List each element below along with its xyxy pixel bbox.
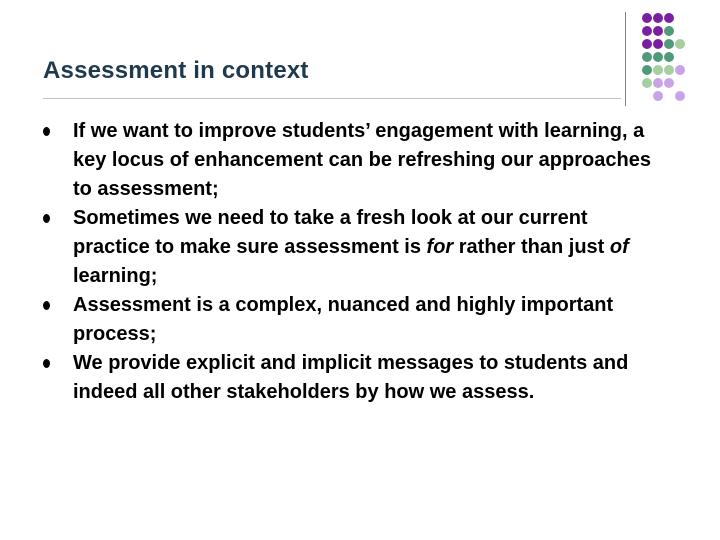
bullet-item (43, 349, 663, 407)
decor-dot (664, 13, 674, 23)
bullet-text: Sometimes we need to take a fresh look at our current practice to make sure assessment is (73, 207, 588, 258)
bullet-text-italic: for (426, 236, 454, 258)
decor-dot (642, 39, 652, 49)
dot-grid-icon (630, 12, 690, 104)
decor-dot (642, 65, 652, 75)
decor-dot (653, 78, 663, 88)
decor-dot (653, 52, 663, 62)
decor-dot (653, 13, 663, 23)
decor-dot (675, 65, 685, 75)
bullet-marker-icon (43, 127, 50, 136)
bullet-text: Assessment is a complex, nuanced and highly important process; (73, 294, 614, 345)
decor-dot (653, 26, 663, 36)
decor-dot (664, 52, 674, 62)
bullet-text-italic: of (609, 236, 629, 258)
bullet-marker-icon (43, 359, 50, 368)
vertical-divider (625, 12, 626, 106)
decor-dot (664, 65, 674, 75)
decor-dot (664, 26, 674, 36)
decor-dot (642, 13, 652, 23)
decor-dot (653, 91, 663, 101)
decor-dot (664, 39, 674, 49)
decor-dot (642, 52, 652, 62)
bullet-item (43, 204, 663, 291)
bullet-list (43, 117, 663, 407)
bullet-marker-icon (43, 301, 50, 310)
bullet-item (43, 117, 663, 204)
decor-dot (675, 39, 685, 49)
bullet-text: If we want to improve students’ engagement with learning, a key locus of enhancement can be refreshing our approaches to assessment; (73, 120, 651, 200)
decor-dot (642, 26, 652, 36)
slide-title: Assessment in context (43, 57, 309, 84)
bullet-item (43, 291, 663, 349)
decor-dot (675, 91, 685, 101)
decor-dot (653, 65, 663, 75)
bullet-text: We provide explicit and implicit messages to students and indeed all other stakeholders by how we assess. (73, 352, 629, 403)
bullet-text: learning; (73, 265, 158, 287)
title-divider (43, 98, 621, 99)
bullet-marker-icon (43, 214, 50, 223)
bullet-text: rather than just (453, 236, 610, 258)
decor-dot (664, 78, 674, 88)
decor-dot (653, 39, 663, 49)
decor-dot (642, 78, 652, 88)
dot-grid-graphic (630, 12, 690, 104)
